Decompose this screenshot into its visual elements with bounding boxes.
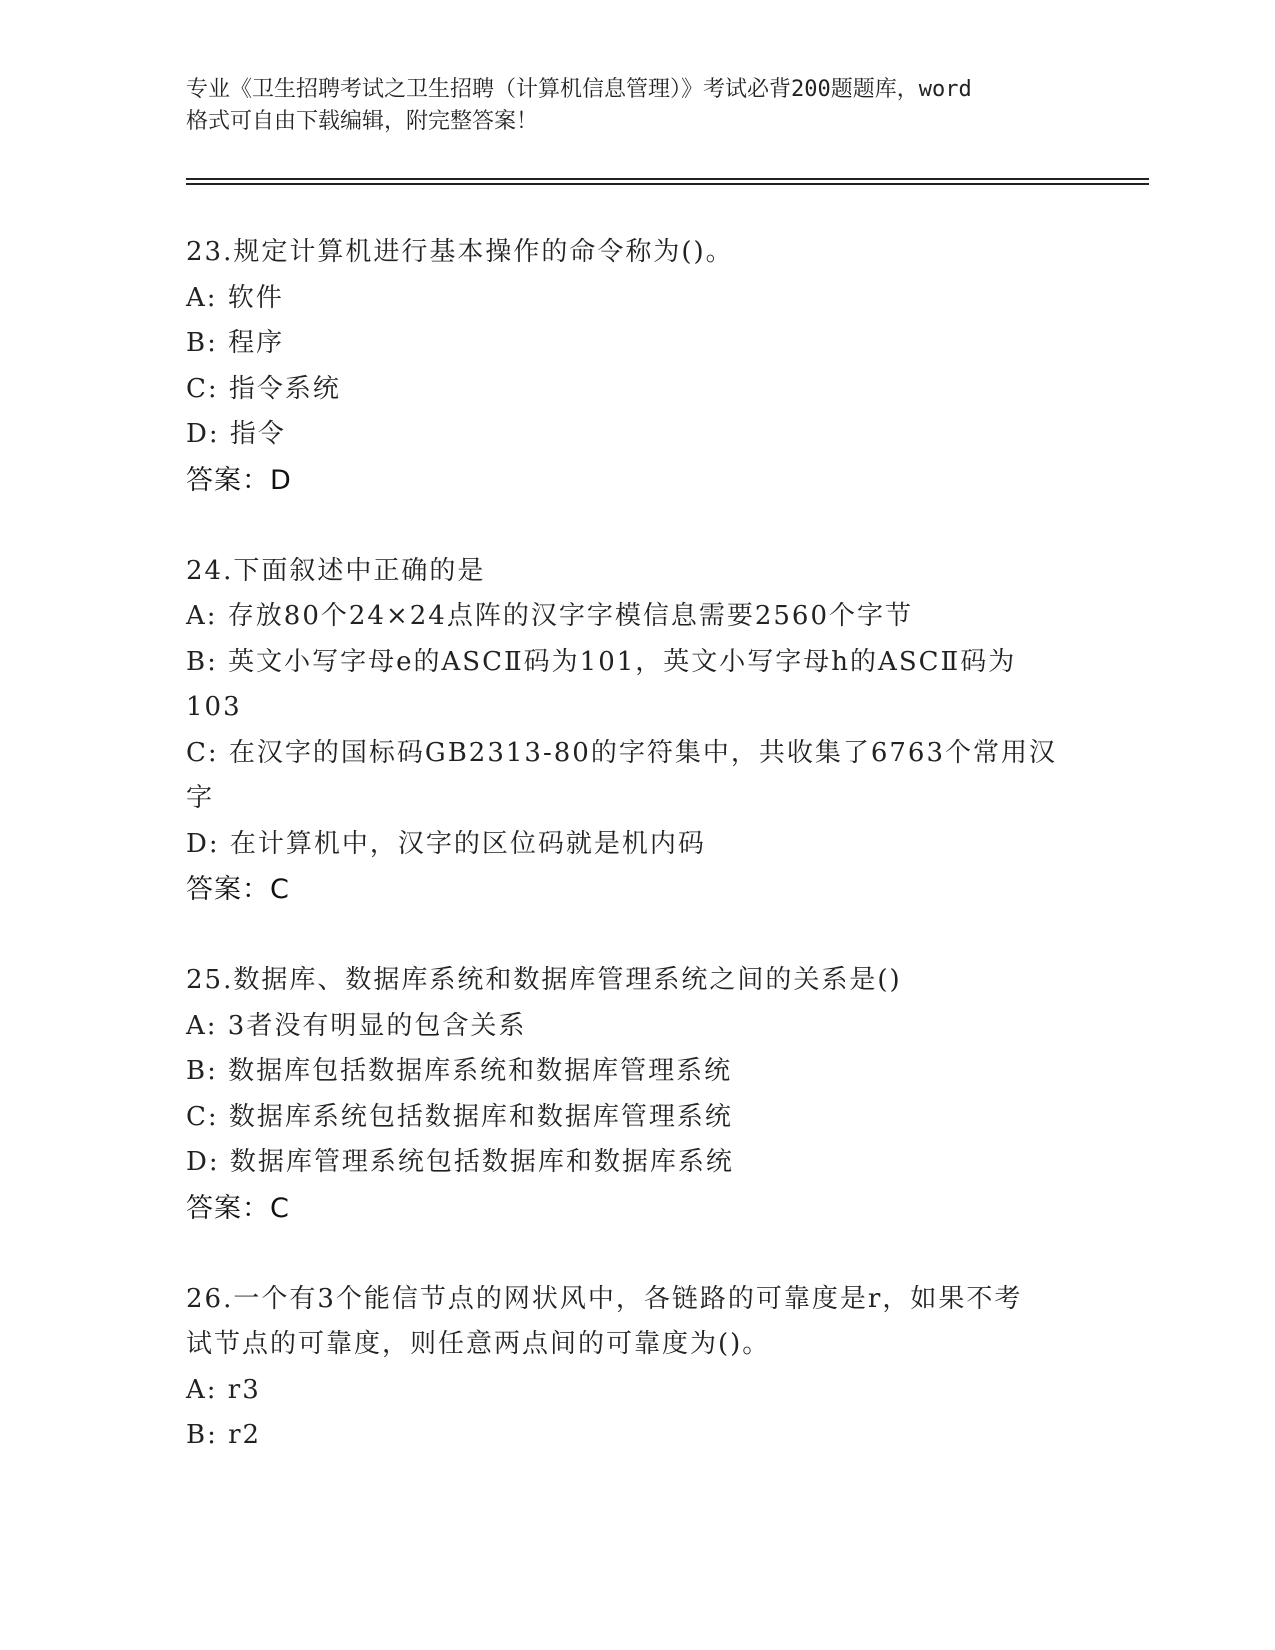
question-list xyxy=(186,230,1086,1505)
option-c-continued: 字 xyxy=(186,783,215,813)
option-d: D: 数据库管理系统包括数据库和数据库系统 xyxy=(186,1147,734,1177)
option-b: B: 英文小写字母e的ASCⅡ码为101，英文小写字母h的ASCⅡ码为 xyxy=(186,646,1017,677)
option-c: C: 在汉字的国标码GB2313-80的字符集中，共收集了6763个常用汉 xyxy=(186,737,1057,768)
question-26 xyxy=(186,1277,1086,1459)
header-divider-top xyxy=(186,178,1149,180)
question-23 xyxy=(186,230,1086,503)
option-a: A: r3 xyxy=(186,1374,261,1405)
option-c: C: 数据库系统包括数据库和数据库管理系统 xyxy=(186,1101,733,1132)
header-line-2: 格式可自由下载编辑，附完整答案！ xyxy=(186,109,539,134)
option-a: A: 3者没有明显的包含关系 xyxy=(186,1010,527,1041)
question-25 xyxy=(186,958,1086,1231)
question-stem-continued: 试节点的可靠度，则任意两点间的可靠度为()。 xyxy=(186,1329,771,1359)
answer-label: 答案：D xyxy=(186,464,292,496)
option-b-continued: 103 xyxy=(186,692,242,722)
option-a: A: 存放80个24×24点阵的汉字字模信息需要2560个字节 xyxy=(186,601,914,631)
header-divider-bottom xyxy=(186,183,1149,185)
question-stem: 23.规定计算机进行基本操作的命令称为()。 xyxy=(186,237,734,267)
header-line-1: 专业《卫生招聘考试之卫生招聘（计算机信息管理）》考试必背200题题库，word xyxy=(186,77,972,102)
answer-label: 答案：C xyxy=(186,1192,290,1224)
question-stem: 25.数据库、数据库系统和数据库管理系统之间的关系是() xyxy=(186,965,902,995)
option-a: A: 软件 xyxy=(186,282,284,313)
option-b: B: r2 xyxy=(186,1420,262,1450)
option-b: B: 数据库包括数据库系统和数据库管理系统 xyxy=(186,1056,733,1086)
option-d: D: 在计算机中，汉字的区位码就是机内码 xyxy=(186,828,706,859)
option-b: B: 程序 xyxy=(186,328,285,358)
question-stem: 24.下面叙述中正确的是 xyxy=(186,555,486,586)
document-header xyxy=(186,74,1086,138)
question-24 xyxy=(186,549,1086,913)
answer-label: 答案：C xyxy=(186,874,290,905)
option-c: C: 指令系统 xyxy=(186,373,341,404)
question-stem: 26.一个有3个能信节点的网状风中，各链路的可靠度是r，如果不考 xyxy=(186,1283,1023,1314)
option-d: D: 指令 xyxy=(186,419,286,449)
